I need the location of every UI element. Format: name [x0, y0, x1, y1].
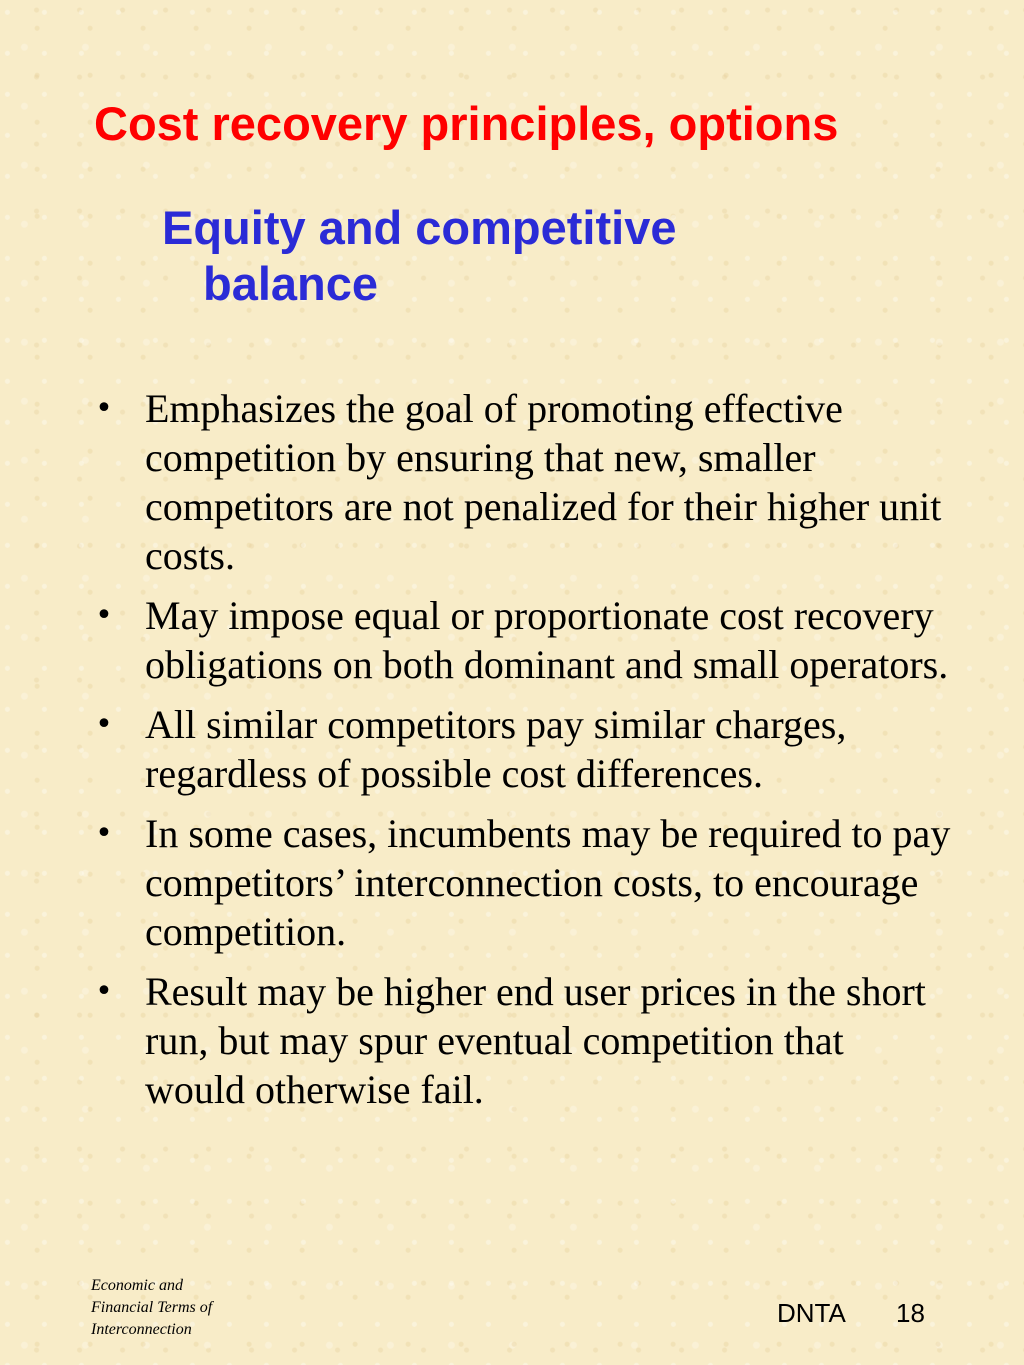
bullet-text: In some cases, incumbents may be required to pay competitors’ interconnection costs, to encourage competition.: [145, 811, 951, 954]
footer-source-line: Economic and: [91, 1277, 183, 1294]
footer-source-line: Financial Terms of: [91, 1299, 213, 1316]
bullet-list: [92, 384, 952, 1125]
footer-org: DNTA: [777, 1298, 846, 1328]
slide-subtitle: [162, 200, 802, 312]
bullet-item: [92, 809, 952, 956]
bullet-text: Result may be higher end user prices in the short run, but may spur eventual competition that would otherwise fail.: [145, 969, 926, 1112]
subtitle-line-1: Equity and competitive: [162, 201, 677, 254]
subtitle-line-2: balance: [203, 257, 379, 310]
bullet-dot-icon: •: [95, 974, 113, 1009]
bullet-dot-icon: •: [95, 598, 113, 633]
bullet-text: All similar competitors pay similar charges, regardless of possible cost differences.: [145, 702, 847, 796]
bullet-text: Emphasizes the goal of promoting effective competition by ensuring that new, smaller competitors are not penalized for their higher unit costs.: [145, 386, 942, 578]
bullet-item: [92, 700, 952, 798]
bullet-item: [92, 591, 952, 689]
bullet-item: [92, 967, 952, 1114]
bullet-text: May impose equal or proportionate cost recovery obligations on both dominant and small operators.: [145, 593, 949, 687]
bullet-item: [92, 384, 952, 580]
bullet-dot-icon: •: [95, 391, 113, 426]
footer-source-line: Interconnection: [91, 1321, 192, 1338]
footer-source: [91, 1275, 291, 1341]
page-number: 18: [896, 1298, 925, 1328]
slide-title: Cost recovery principles, options: [94, 97, 839, 150]
bullet-dot-icon: •: [95, 707, 113, 742]
bullet-dot-icon: •: [95, 816, 113, 851]
